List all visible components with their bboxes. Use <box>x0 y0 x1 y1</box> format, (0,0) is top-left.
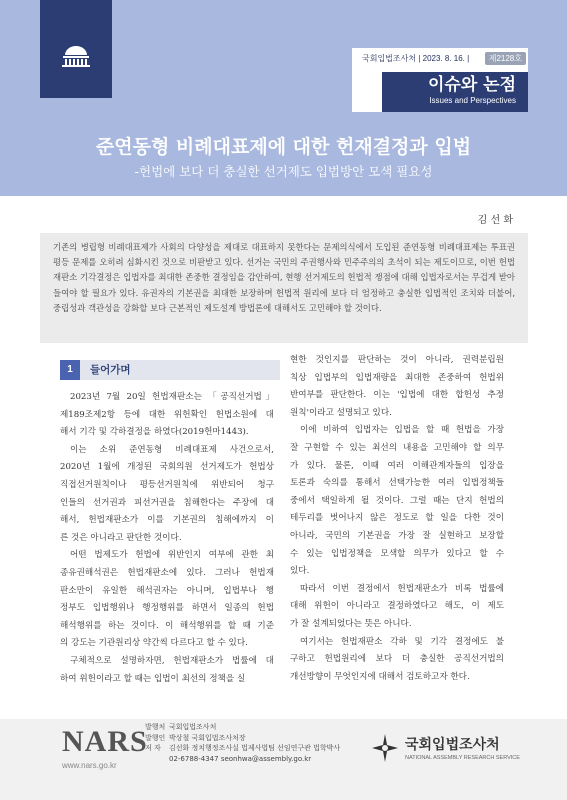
body-text-line: 해서 기각 및 각하결정을 하였다(2019헌마1443). <box>60 427 249 438</box>
body-text-line: 이에 비하여 입법자는 입법을 할 때 헌법을 가장 <box>300 425 504 436</box>
body-paragraph <box>290 352 504 422</box>
body-text-line: 제189조제2항 등에 대한 위헌확인 헌법소원에 대 <box>60 409 274 420</box>
body-text-line: 종유권해석권은 헌법재판소에 있다. 그러나 헌법재 <box>60 567 274 578</box>
body-text-line: 여기서는 헌법재판소 각하 및 기각 결정에도 불 <box>300 636 504 647</box>
publication-info-value: 박상철 국회입법조사처장 <box>169 733 246 742</box>
publication-info-row <box>145 754 340 765</box>
body-paragraph <box>60 547 274 653</box>
body-column-left <box>60 389 274 688</box>
national-assembly-building-icon <box>60 44 92 68</box>
publication-info <box>145 722 340 764</box>
body-text-line: 인들의 선거권과 피선거권을 침해한다는 주장에 대 <box>60 497 274 508</box>
assembly-logo-tab <box>40 0 112 98</box>
body-text-line: 원칙'이라고 설명되고 있다. <box>290 407 392 418</box>
nars-logo: NARS <box>62 725 148 758</box>
publication-info-key: 저 자 <box>145 744 161 752</box>
body-paragraph <box>290 581 504 634</box>
body-text-line: 른 것은 아니라고 판단한 것이다. <box>60 532 182 543</box>
author-name: 김 선 화 <box>477 215 513 226</box>
body-text-line: 대해 위헌이 아니라고 결정하였다고 해도, 이 제도 <box>290 601 504 612</box>
body-text-line: 중에서 택일하게 될 것이다. 그럴 때는 단지 헌법의 <box>290 495 504 506</box>
report-subtitle: -헌법에 보다 더 충실한 선거제도 입법방안 모색 필요성 <box>134 164 433 179</box>
body-text-line: 하여 위헌이라고 할 때는 입법이 최선의 정책을 실 <box>60 673 246 684</box>
body-paragraph <box>60 653 274 688</box>
publication-info-row <box>145 722 340 733</box>
body-text-line: 해서, 헌법재판소가 이를 기본권의 침해에까지 이 <box>60 515 274 526</box>
publication-info-value: 02-6788-4347 seonhwa@assembly.go.kr <box>169 754 312 763</box>
body-text-line: 따라서 이번 결정에서 헌법재판소가 비록 법률에 <box>300 583 504 594</box>
body-text-line: 2023년 7월 20일 헌법재판소는 「공직선거법」 <box>70 392 274 402</box>
brand-name-ko: 국회입법조사처 <box>405 737 500 753</box>
body-text-line: 가 있다. 물론, 이때 여러 이해관계자들의 입장을 <box>290 460 504 471</box>
body-text-line: 이는 소위 준연동형 비례대표제 사건으로서, <box>70 444 274 455</box>
section-heading <box>60 360 280 380</box>
body-text-line: 칙상 입법부의 입법재량을 최대한 존중하여 헌법위 <box>290 372 504 383</box>
body-text-line: 가 잘 설계되었다는 뜻은 아니다. <box>290 618 412 629</box>
body-text-line: 개선방향이 무엇인지에 대해서 검토하고자 한다. <box>290 671 470 682</box>
website-url[interactable]: www.nars.go.kr <box>62 761 117 770</box>
section-title: 들어가며 <box>90 364 131 376</box>
body-paragraph <box>60 389 274 442</box>
body-text-line: 있다. <box>290 566 310 577</box>
brand-name-en: NATIONAL ASSEMBLY RESEARCH SERVICE <box>405 755 520 761</box>
body-text-line: 아니라, 국민의 기본권을 가장 잘 실현하고 보장할 <box>290 530 504 541</box>
body-text-line: 현한 것인지를 판단하는 것이 아니라, 권력분립원 <box>290 355 504 365</box>
publication-info-key: 발행인 <box>145 733 166 742</box>
body-text-line: 직접선거원칙이나 평등선거원칙에 위반되어 청구 <box>60 479 274 490</box>
publication-info-row <box>145 743 340 754</box>
series-title-en: Issues and Perspectives <box>429 96 516 105</box>
nars-emblem-icon <box>370 733 400 763</box>
body-text-line: 수 있는 입법정책을 모색할 의무가 있다고 할 수 <box>290 548 504 559</box>
body-text-line: 판소만이 유일한 해석권자는 아니며, 입법부나 행 <box>60 585 274 596</box>
body-text-line: 구하고 헌법원리에 보다 더 충실한 공직선거법의 <box>290 654 504 665</box>
body-paragraph <box>290 422 504 580</box>
body-text-line: 테두리를 벗어나지 않은 정도로 할 일을 다한 것이 <box>290 513 504 524</box>
body-paragraph <box>60 442 274 548</box>
publication-info-value: 김선화 정치행정조사실 법제사법팀 선임연구관 법학박사 <box>169 744 341 752</box>
header-band <box>0 0 567 196</box>
body-text-line: 해석행위를 하는 것이다. 이 해석행위를 할 때 기준 <box>60 620 274 631</box>
body-text-line: 잘 구현할 수 있는 최선의 내용을 고민해야 할 의무 <box>290 442 504 453</box>
abstract-box: 기존의 병립형 비례대표제가 사회의 다양성을 제대로 대표하지 못한다는 문제의식에서 도입된 준연동형 비례대표제는 투표권 평등 문제를 오히려 심화시킨 것으로 비판받고 있다. 선거는 국민의 주권행사와 민주주의의 초석이 되는 제도이므로, 이번 헌법재판소 기각결정은 입법자를 최대한 존중한 결정임을 감안하여, 현행 선거제도의 헌법적 쟁점에 대해 입법자로서는 무겁게 받아들여야 할 필요가 있다. 유권자의 기본권을 최대한 보장하며 헌법적 원리에 보다 더 엄정하고 충실한 입법적인 조치와 더불어, 중립성과 객관성을 강화할 보다 근본적인 제도설계 방법론에 대해서도 고민해야 할 것이다. <box>40 233 528 343</box>
body-text-line: 구체적으로 설명하자면, 헌법재판소가 법률에 대 <box>70 655 274 666</box>
body-text-line: 정부도 입법행위나 행정행위를 하면서 일종의 헌법 <box>60 603 274 614</box>
body-paragraph <box>290 634 504 687</box>
publisher-date-line: 국회입법조사처 | 2023. 8. 16. | <box>362 54 470 63</box>
body-text-line: 의 강도는 기관원리상 약간씩 다르다고 할 수 있다. <box>60 638 248 649</box>
body-text-line: 어떤 법제도가 헌법에 위반인지 여부에 관한 최 <box>70 550 274 561</box>
body-text-line: 토론과 숙의를 통해서 선택가능한 여러 입법정책들 <box>290 478 504 489</box>
report-title: 준연동형 비례대표제에 대한 헌재결정과 입법 <box>95 136 472 158</box>
publication-info-row <box>145 733 340 744</box>
series-label-box <box>382 72 528 112</box>
section-number: 1 <box>60 360 80 380</box>
issue-number-badge: 제2128호 <box>485 52 526 65</box>
body-text-line: 2020년 1월에 개정된 국회의원 선거제도가 헌법상 <box>60 462 274 473</box>
publication-info-value: 국회입법조사처 <box>169 723 217 731</box>
body-column-right <box>290 352 504 686</box>
footer <box>0 719 567 800</box>
publication-info-key: 발행처 <box>145 723 166 731</box>
series-title-ko: 이슈와 논점 <box>427 75 516 95</box>
body-text-line: 반여부를 판단한다. 이는 '입법에 대한 합헌성 추정 <box>290 390 504 401</box>
